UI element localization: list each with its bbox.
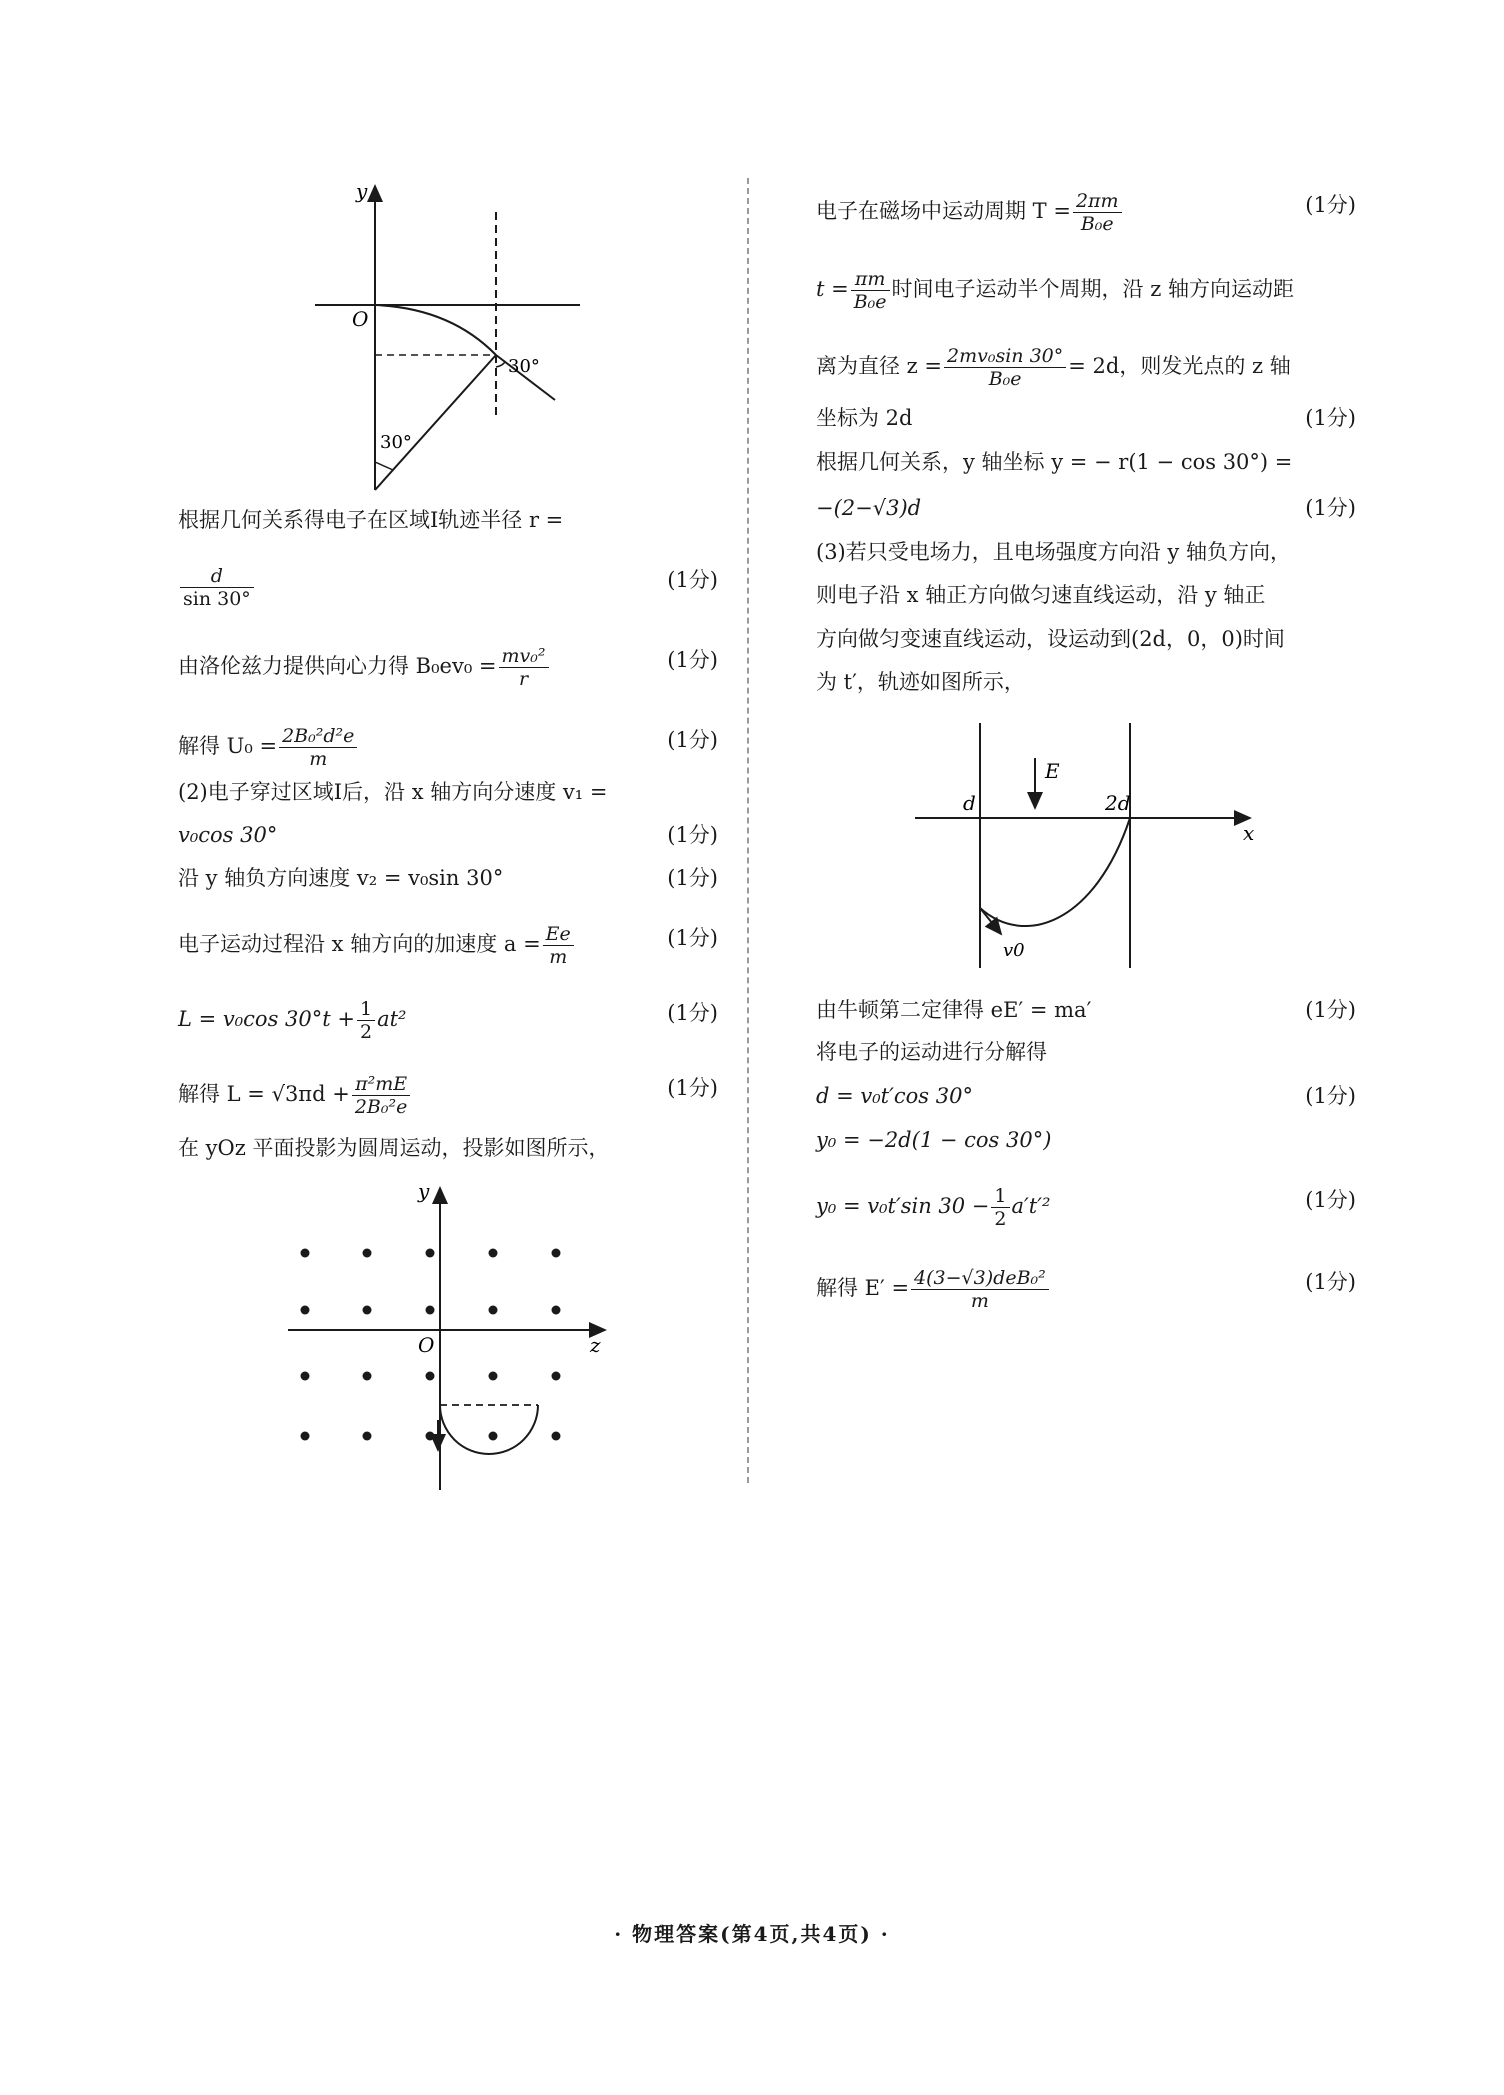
- angle-label-bottom: 30°: [380, 432, 412, 453]
- score-label: (1分): [667, 728, 718, 752]
- angle-arc-top: [496, 362, 505, 367]
- text-line: 根据几何关系得电子在区域Ⅰ轨迹半径 r =: [178, 508, 564, 532]
- score-label: (1分): [667, 866, 718, 890]
- figure-trajectory-region-1: [300, 180, 600, 500]
- label-d: d: [963, 791, 976, 815]
- parabolic-trajectory: [980, 818, 1130, 926]
- label-y: y: [356, 179, 368, 203]
- score-label: (1分): [1305, 406, 1356, 430]
- text-line: 根据几何关系，y 轴坐标 y = − r(1 − cos 30°) =: [816, 450, 1293, 474]
- text-line: d = v₀t′cos 30°: [816, 1084, 973, 1108]
- text-line: 坐标为 2d: [816, 406, 913, 430]
- text-line: (2)电子穿过区域Ⅰ后，沿 x 轴方向分速度 v₁ =: [178, 780, 608, 804]
- score-label: (1分): [667, 1001, 718, 1025]
- label-v0: v0: [1003, 940, 1025, 961]
- score-label: (1分): [1305, 1270, 1356, 1294]
- circular-trajectory: [375, 305, 496, 355]
- score-label: (1分): [1305, 496, 1356, 520]
- label-origin: O: [352, 307, 369, 331]
- score-label: (1分): [667, 568, 718, 592]
- text-line: 方向做匀变速直线运动，设运动到(2d，0，0)时间: [816, 627, 1285, 651]
- label-e: E: [1045, 759, 1060, 783]
- score-label: (1分): [1305, 1084, 1356, 1108]
- text-line: 在 yOz 平面投影为圆周运动，投影如图所示，: [178, 1136, 610, 1160]
- score-label: (1分): [1305, 998, 1356, 1022]
- angle-label-top: 30°: [508, 356, 540, 377]
- angle-arc-bottom: [375, 462, 393, 470]
- figure-yoz-projection: [280, 1180, 620, 1500]
- text-line: 则电子沿 x 轴正方向做匀速直线运动，沿 y 轴正: [816, 583, 1266, 607]
- text-line: 将电子的运动进行分解得: [816, 1040, 1047, 1064]
- text-line: 沿 y 轴负方向速度 v₂ = v₀sin 30°: [178, 866, 504, 890]
- score-label: (1分): [667, 1076, 718, 1100]
- label-z: z: [590, 1333, 601, 1357]
- text-line: v₀cos 30°: [178, 823, 278, 847]
- column-divider: [747, 178, 749, 1483]
- score-label: (1分): [1305, 1188, 1356, 1212]
- fraction: $\frac{d}{\sin 30^\circ}$: [180, 565, 254, 610]
- answer-page: y O 30° 30° 根据几何关系得电子在区域Ⅰ轨迹半径 r = $\frac{d}{\sin 30^\circ}$ (1分) 由洛伦兹力提供向心力得 B₀ev₀ = $\frac{\text{mv₀²}}{r}$ (1分) 解得 U₀ = $\frac{\text{2B₀²d²e}}{m}$ (1分) (2)电子穿过区域Ⅰ后，沿 x 轴方向分速度 v₁ = v₀cos 30° (1分) 沿 y 轴负方向速度 v₂ = v₀sin 30° (1分) 电子运动过程沿 x 轴方向的加速度 a = $\frac{Ee}{m}$ (1分) L = v₀cos 30°t + $\frac{1}{2}$ at² (1分) 解得 L = √3πd + $\frac{\text{π²mE}}{\text{2B₀²e}}$ (1分) 在 yOz 平面投影为圆周运动，投影如图所示， y O z 电子在磁场中运动周期 T = $\frac{2\pi m}{\text{B₀e}}$ (1分) t = $\frac{\pi m}{\text{B₀e}}$ 时间电子运动半个周期，沿 z 轴方向运动距 离为直径 z = $\frac{\text{2mv₀sin 30°}}{\text{B₀e}}$ = 2d，则发光点的 z 轴 坐标为 2d (1分) 根据几何关系，y 轴坐标 y = − r(1 − cos 30°) = −(2−√3)d (1分) (3)若只受电场力，且电场强度方向沿 y 轴负方向， 则电子沿 x 轴正方向做匀速直线运动，沿 y 轴正 方向做匀变速直线运动，设运动到(2d，0，0)时间 为 t′，轨迹如图所示， E d 2d x v0 由牛顿第二定律得 eE′ = ma′ (1分) 将电子的运动进行分解得 d = v₀t′cos 30° (1分) y₀ = −2d(1 − cos 30°) y₀ = v₀t′sin 30 − $\frac{1}{2}$ a′t′² (1分) 解得 E′ = $\frac{\text{4(3−√3)deB₀²}}{m}$ (1分) · 物理答案(第4页,共4页) ·: [0, 0, 1504, 2095]
- text-line: −(2−√3)d: [816, 496, 922, 520]
- score-label: (1分): [667, 823, 718, 847]
- label-origin: O: [418, 1333, 435, 1357]
- figure-electric-field-trajectory: [905, 718, 1265, 978]
- score-label: (1分): [667, 926, 718, 950]
- text-line: 由牛顿第二定律得 eE′ = ma′: [816, 998, 1092, 1022]
- text-line: y₀ = −2d(1 − cos 30°): [816, 1128, 1052, 1152]
- label-2d: 2d: [1105, 791, 1131, 815]
- label-x: x: [1243, 821, 1255, 845]
- page-footer: · 物理答案(第4页,共4页) ·: [614, 1922, 890, 1946]
- score-label: (1分): [667, 648, 718, 672]
- text-line: 为 t′，轨迹如图所示，: [816, 670, 1025, 694]
- radius-line: [375, 355, 496, 490]
- score-label: (1分): [1305, 193, 1356, 217]
- text-line: (3)若只受电场力，且电场强度方向沿 y 轴负方向，: [816, 540, 1291, 564]
- semicircle-trajectory: [440, 1405, 538, 1454]
- label-y: y: [418, 1179, 430, 1203]
